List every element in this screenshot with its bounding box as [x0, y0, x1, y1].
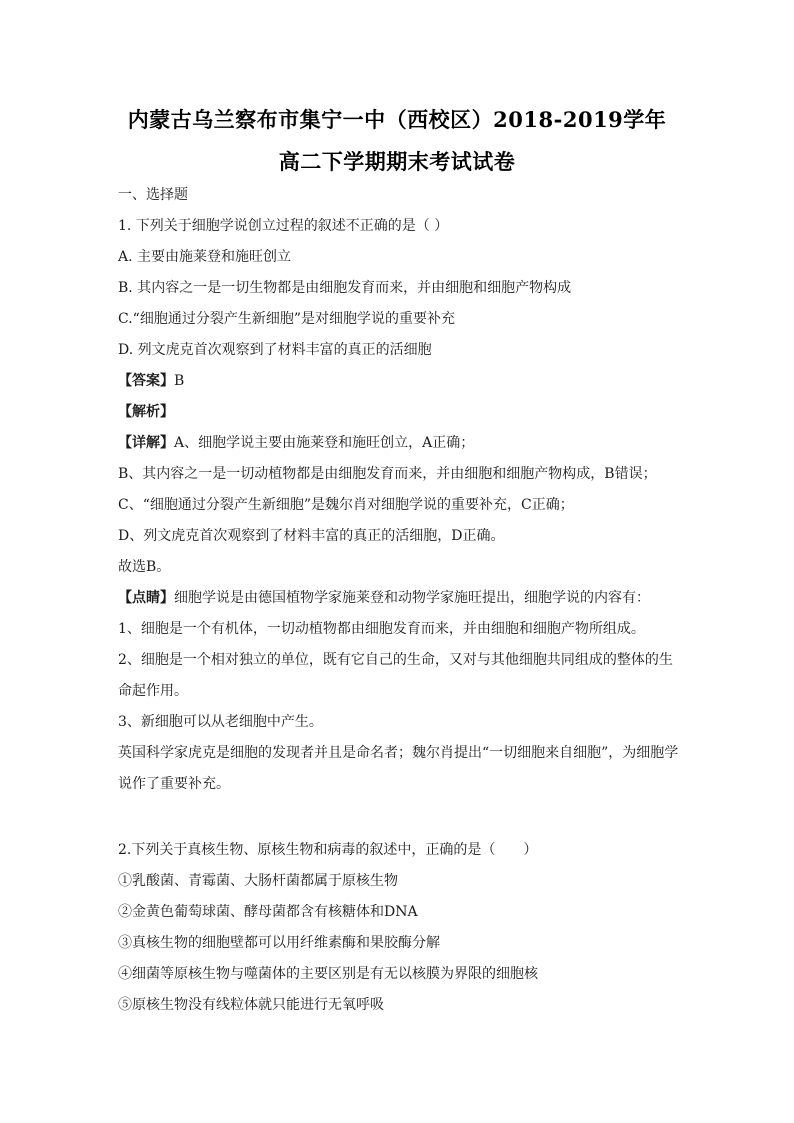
- document-title-line-1: 内蒙古乌兰察布市集宁一中（西校区）2018-2019学年: [127, 107, 667, 132]
- comment-line-1: [118, 583, 678, 614]
- detail-line-2: B、其内容之一是一切动植物都是由细胞发育而来，并由细胞和细胞产物构成，B错误；: [118, 466, 657, 482]
- detail-text: A、细胞学说主要由施莱登和施旺创立，A正确；: [174, 435, 475, 451]
- question-1-option-b: B. 其内容之一是一切生物都是由细胞发育而来，并由细胞和细胞产物构成: [118, 280, 572, 296]
- answer-value: B: [174, 373, 185, 389]
- answer-line: [118, 366, 678, 397]
- detail-tag: 【详解】: [118, 435, 174, 451]
- question-1-stem: 1. 下列关于细胞学说创立过程的叙述不正确的是（ ）: [118, 218, 449, 234]
- comment-line-2: 1、细胞是一个有机体，一切动植物都由细胞发育而来，并由细胞和细胞产物所组成。: [118, 621, 645, 637]
- question-1-option-a: A. 主要由施莱登和施旺创立: [118, 249, 292, 265]
- question-2-item-1: ①乳酸菌、青霉菌、大肠杆菌都属于原核生物: [118, 873, 398, 889]
- analysis-tag: 【解析】: [118, 404, 174, 420]
- question-2-item-4: ④细菌等原核生物与噬菌体的主要区别是有无以核膜为界限的细胞核: [118, 966, 538, 982]
- detail-line-1: [118, 428, 678, 459]
- comment-line-7: 说作了重要补充。: [118, 776, 230, 792]
- analysis-line: [118, 397, 678, 428]
- comment-line-4: 命起作用。: [118, 683, 188, 699]
- question-2-item-2: ②金黄色葡萄球菌、酵母菌都含有核糖体和DNA: [118, 904, 418, 920]
- section-heading: 一、选择题: [118, 187, 188, 203]
- detail-line-3: C、“细胞通过分裂产生新细胞”是魏尔肖对细胞学说的重要补充，C正确；: [118, 497, 574, 513]
- answer-tag: 【答案】: [118, 373, 174, 389]
- question-1-block: [118, 180, 678, 800]
- comment-line-3: 2、细胞是一个相对独立的单位，既有它自己的生命，又对与其他细胞共同组成的整体的生: [118, 652, 673, 668]
- detail-line-5: 故选B。: [118, 559, 171, 575]
- detail-line-4: D、列文虎克首次观察到了材料丰富的真正的活细胞，D正确。: [118, 528, 505, 544]
- question-2-stem: 2.下列关于真核生物、原核生物和病毒的叙述中，正确的是（ ）: [118, 842, 538, 858]
- question-1-option-c: C.“细胞通过分裂产生新细胞”是对细胞学说的重要补充: [118, 311, 455, 327]
- comment-line-5: 3、新细胞可以从老细胞中产生。: [118, 714, 323, 730]
- question-2-item-3: ③真核生物的细胞壁都可以用纤维素酶和果胶酶分解: [118, 935, 440, 951]
- comment-tag: 【点睛】: [118, 590, 174, 606]
- document-title-line-2: 高二下学期期末考试试卷: [278, 149, 516, 174]
- comment-text: 细胞学说是由德国植物学家施莱登和动物学家施旺提出，细胞学说的内容有：: [174, 590, 650, 606]
- question-1-option-d: D. 列文虎克首次观察到了材料丰富的真正的活细胞: [118, 342, 432, 358]
- question-2-block: [118, 835, 538, 1021]
- question-2-item-5: ⑤原核生物没有线粒体就只能进行无氧呼吸: [118, 997, 384, 1013]
- comment-line-6: 英国科学家虎克是细胞的发现者并且是命名者；魏尔肖提出“一切细胞来自细胞”，为细胞学: [118, 745, 679, 761]
